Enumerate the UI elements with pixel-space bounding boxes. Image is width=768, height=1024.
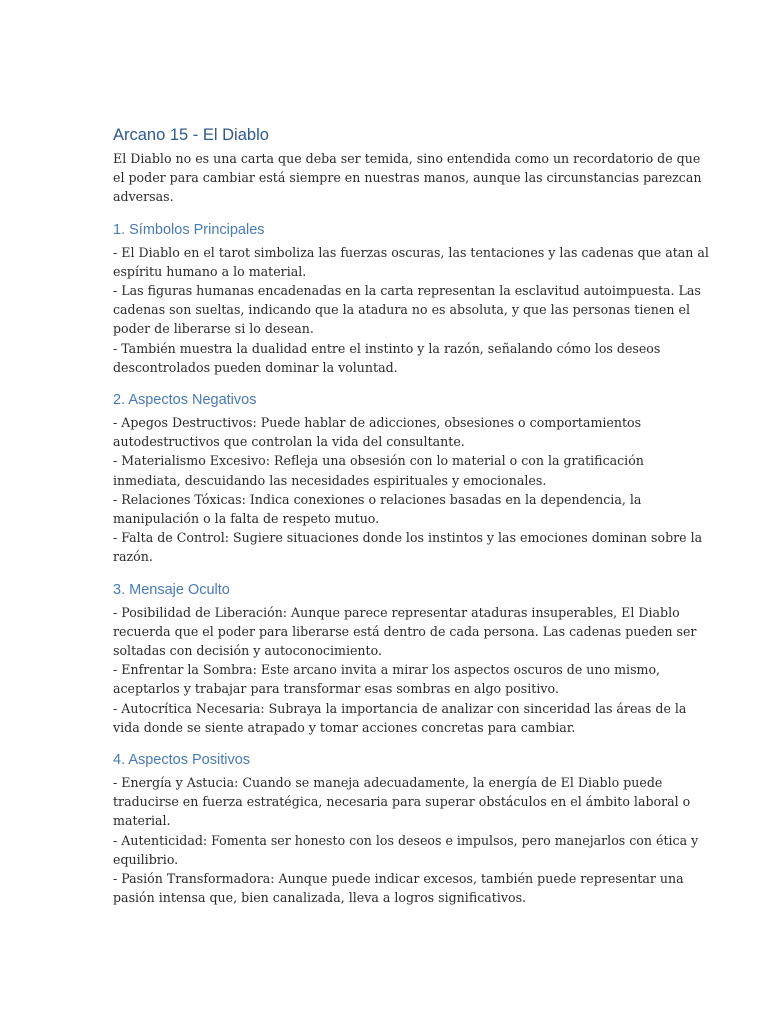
section-heading-simbolos: 1. Símbolos Principales (113, 221, 265, 238)
text-line: - Autenticidad: Fomenta ser honesto con los deseos e impulsos, pero manejarlos con ética y (113, 832, 699, 848)
section-body-mensaje (113, 603, 697, 737)
text-line: - Materialismo Excesivo: Refleja una obsesión con lo material o con la gratificación (113, 453, 644, 469)
section-heading-negativos: 2. Aspectos Negativos (113, 392, 257, 409)
text-line: - También muestra la dualidad entre el instinto y la razón, señalando cómo los deseos (113, 340, 661, 356)
text-line: recuerda que el poder para liberarse está dentro de cada persona. Las cadenas pueden ser (113, 623, 697, 639)
section-body-simbolos (113, 243, 709, 377)
text-line: pasión intensa que, bien canalizada, lleva a logros significativos. (113, 890, 527, 906)
text-line: equilibrio. (113, 851, 179, 867)
document-title: Arcano 15 - El Diablo (113, 126, 269, 144)
section-body-negativos (113, 413, 703, 567)
text-line: autodestructivos que controlan la vida del consultante. (113, 434, 465, 450)
text-line: - Posibilidad de Liberación: Aunque parece representar ataduras insuperables, El Diablo (113, 604, 680, 620)
text-line: inmediata, descuidando las necesidades espirituales y emocionales. (113, 472, 547, 488)
text-line: - Las figuras humanas encadenadas en la carta representan la esclavitud autoimpuesta. Las (113, 283, 701, 299)
text-line: - Energía y Astucia: Cuando se maneja adecuadamente, la energía de El Diablo puede (113, 775, 663, 791)
text-line: - Pasión Transformadora: Aunque puede indicar excesos, también puede representar una (113, 871, 684, 887)
text-line: aceptarlos y trabajar para transformar esas sombras en algo positivo. (113, 681, 559, 697)
text-line: razón. (113, 549, 153, 565)
text-line: - Enfrentar la Sombra: Este arcano invita a mirar los aspectos oscuros de uno mismo, (113, 662, 661, 678)
text-line: poder de liberarse si lo desean. (113, 321, 314, 337)
text-line: espíritu humano a lo material. (113, 263, 307, 279)
section-heading-mensaje: 3. Mensaje Oculto (113, 581, 230, 598)
text-line: traducirse en fuerza estratégica, necesaria para superar obstáculos en el ámbito laboral o (113, 794, 691, 810)
text-line: - Falta de Control: Sugiere situaciones donde los instintos y las emociones dominan sobre la (113, 530, 703, 546)
text-line: soltadas con decisión y autoconocimiento. (113, 643, 382, 659)
section-heading-positivos: 4. Aspectos Positivos (113, 752, 251, 769)
text-line: descontrolados pueden dominar la voluntad. (113, 359, 398, 375)
text-line: material. (113, 813, 171, 829)
text-line: El Diablo no es una carta que deba ser temida, sino entendida como un recordatorio de que (113, 151, 701, 166)
text-line: - Apegos Destructivos: Puede hablar de adicciones, obsesiones o comportamientos (113, 415, 642, 431)
text-line: manipulación o la falta de respeto mutuo. (113, 511, 380, 527)
text-line: - Relaciones Tóxicas: Indica conexiones o relaciones basadas en la dependencia, la (113, 491, 642, 507)
intro-paragraph (113, 149, 702, 207)
section-body-positivos (113, 773, 699, 907)
text-line: - El Diablo en el tarot simboliza las fuerzas oscuras, las tentaciones y las cadenas que atan al (113, 244, 709, 260)
text-line: adversas. (113, 189, 174, 205)
text-line: - Autocrítica Necesaria: Subraya la importancia de analizar con sinceridad las áreas de la (113, 700, 687, 716)
text-line: el poder para cambiar está siempre en nuestras manos, aunque las circunstancias parezcan (113, 170, 702, 186)
text-line: vida donde se siente atrapado y tomar acciones concretas para cambiar. (113, 719, 576, 735)
text-line: cadenas son sueltas, indicando que la atadura no es absoluta, y que las personas tienen el (113, 302, 690, 318)
document-content (113, 125, 709, 908)
